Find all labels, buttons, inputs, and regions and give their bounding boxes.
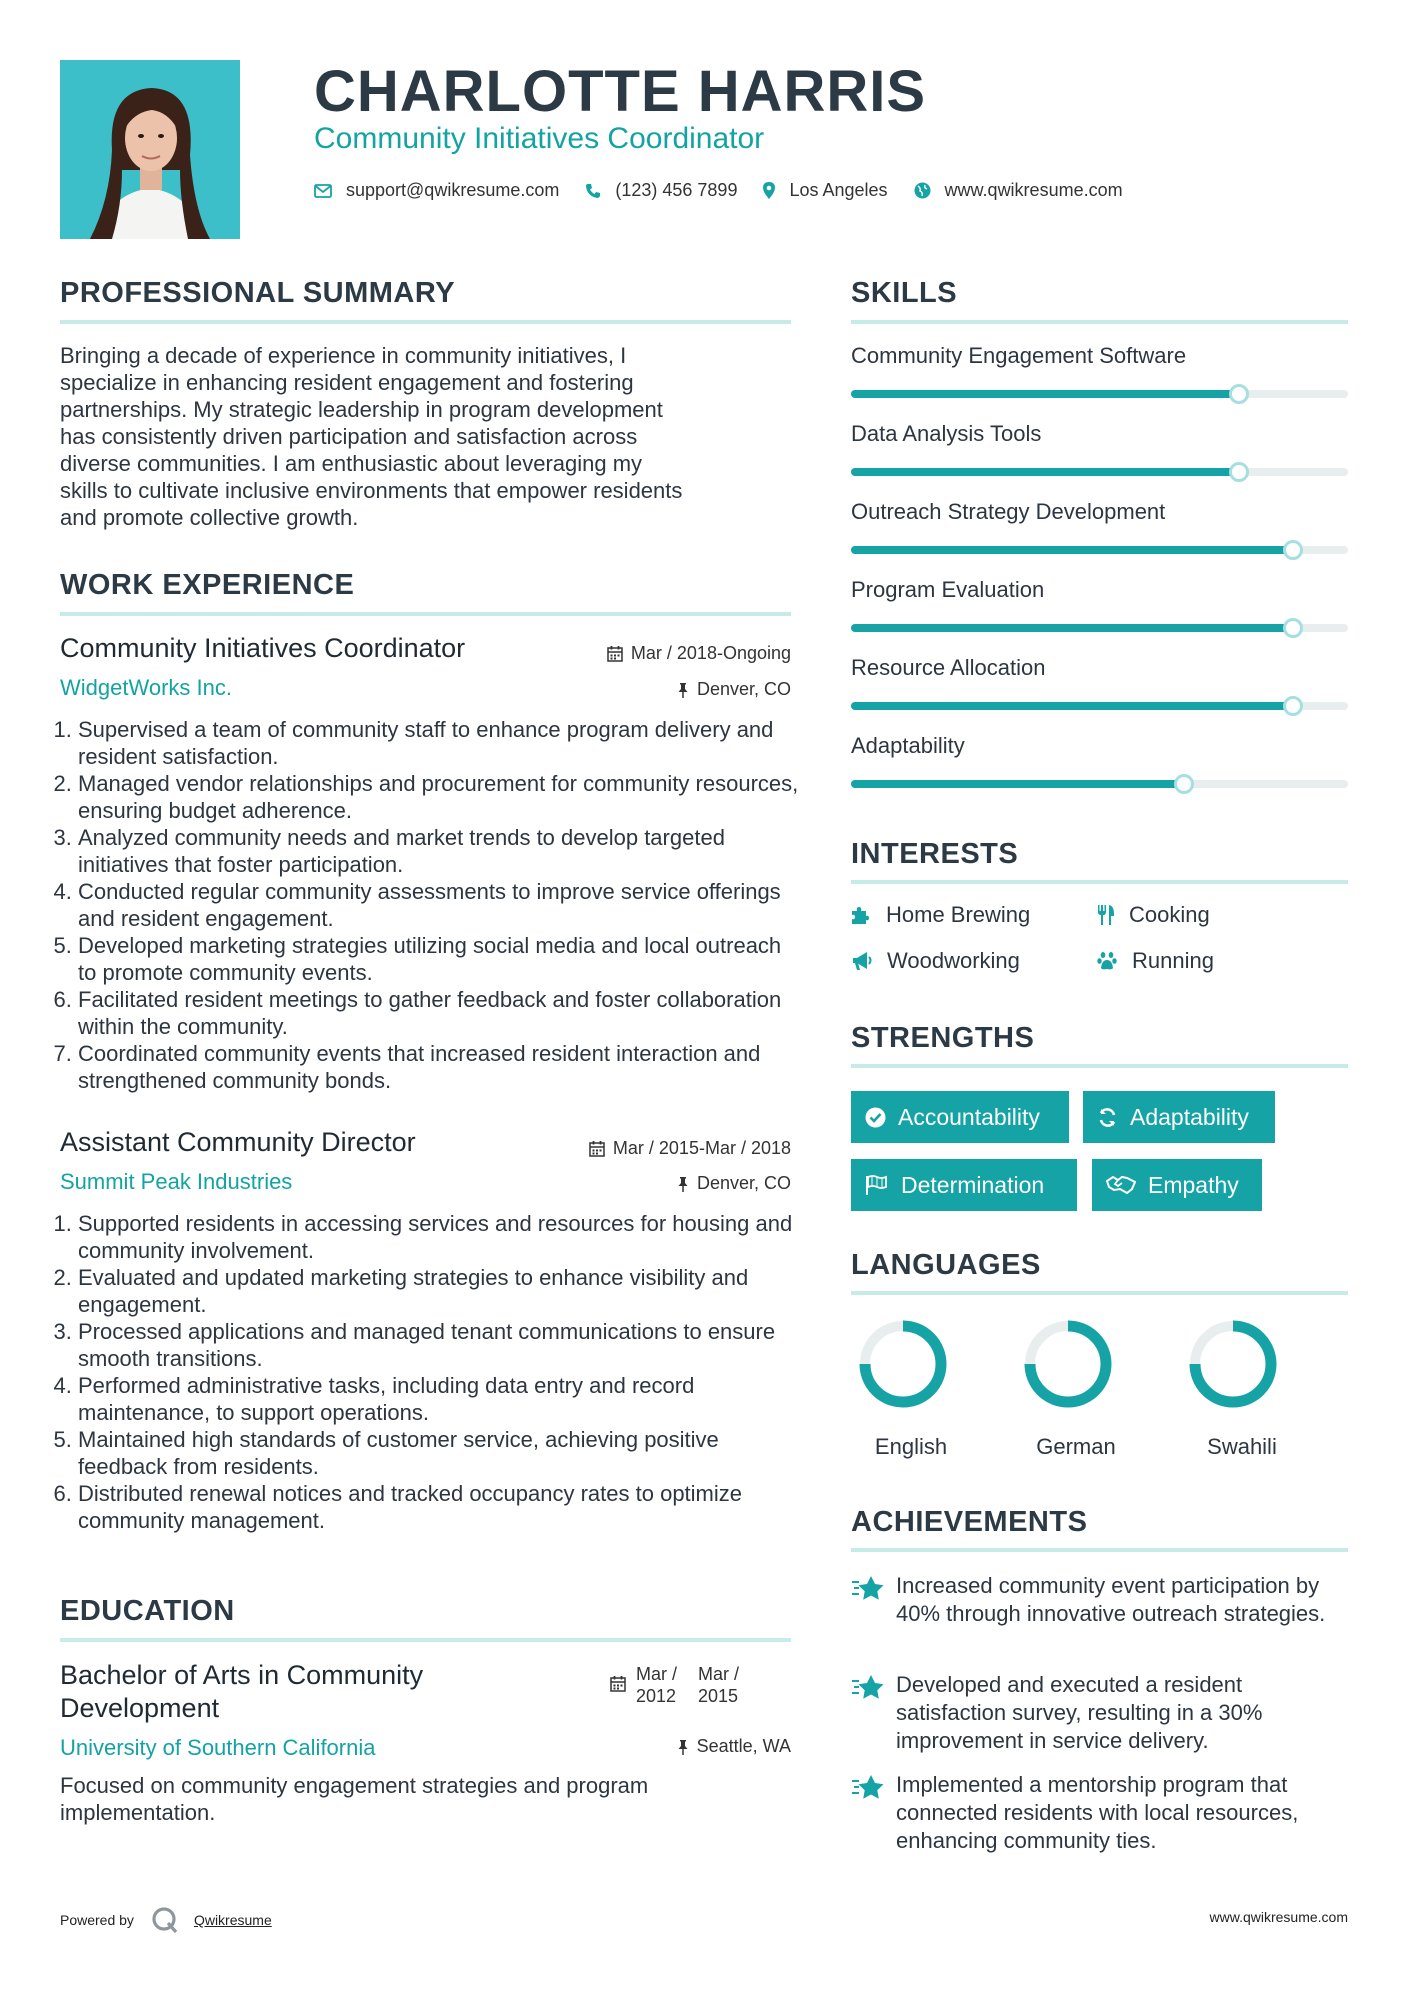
footer-url[interactable]: www.qwikresume.com <box>1209 1909 1348 1925</box>
achievement-item <box>851 1572 1351 1628</box>
contact-email[interactable] <box>314 180 559 201</box>
calendar-icon <box>589 1140 605 1157</box>
interest-item <box>851 902 1030 928</box>
location-text: Los Angeles <box>789 180 888 200</box>
summary-heading: PROFESSIONAL SUMMARY <box>60 277 456 309</box>
skill-bar-knob <box>1229 462 1249 482</box>
skill-bar-knob <box>1174 774 1194 794</box>
list-item: 5. Developed marketing strategies utilizing social media and local outreach to promote community events. <box>78 932 800 986</box>
achievements-rule <box>851 1548 1348 1552</box>
skill-bar <box>851 702 1348 710</box>
star-icon <box>851 1673 885 1701</box>
refresh-icon <box>1097 1107 1118 1128</box>
skill-name: Program Evaluation <box>851 577 1045 602</box>
school-name: University of Southern California <box>60 1735 376 1760</box>
education-dates <box>610 1663 758 1707</box>
experience-heading: WORK EXPERIENCE <box>60 569 355 601</box>
list-item: 5. Maintained high standards of customer service, achieving positive feedback from residents. <box>78 1426 800 1480</box>
education-rule <box>60 1638 791 1642</box>
megaphone-icon <box>851 951 873 971</box>
phone-icon <box>585 183 601 199</box>
handshake-icon <box>1106 1175 1136 1195</box>
map-pin-icon <box>763 182 775 199</box>
summary-line: Bringing a decade of experience in community initiatives, I <box>60 343 627 368</box>
brand-link[interactable]: Qwikresume <box>193 1912 272 1928</box>
experience-rule <box>60 612 791 616</box>
job-location-text: Denver, CO <box>696 679 791 699</box>
summary-line: has consistently driven participation and satisfaction across <box>60 424 638 449</box>
degree-line: Bachelor of Arts in Community <box>60 1660 424 1690</box>
skill-bar <box>851 624 1348 632</box>
phone-text: (123) 456 7899 <box>615 180 738 200</box>
interest-item <box>851 948 1020 974</box>
summary-rule <box>60 320 791 324</box>
education-heading: EDUCATION <box>60 1595 235 1627</box>
achievement-text: Developed and executed a resident satisfaction survey, resulting in a 30% improvement in service delivery. <box>896 1672 1263 1753</box>
strengths-heading: STRENGTHS <box>851 1022 1035 1054</box>
interest-item <box>1097 902 1210 928</box>
skills-heading: SKILLS <box>851 277 958 309</box>
candidate-name: CHARLOTTE HARRIS <box>314 59 927 124</box>
strengths-rule <box>851 1064 1348 1068</box>
language-rings <box>851 1312 1351 1422</box>
pushpin-icon <box>677 682 689 698</box>
strength-label: Determination <box>901 1171 1045 1198</box>
strength-label: Adaptability <box>1130 1103 1249 1130</box>
skill-bar-fill <box>851 468 1239 476</box>
education-location <box>560 1736 791 1757</box>
contact-bar <box>314 180 1149 201</box>
job-duties <box>60 716 800 1094</box>
skill-bar-fill <box>851 546 1293 554</box>
skill-bar-knob <box>1229 384 1249 404</box>
strength-badge <box>851 1091 1069 1143</box>
skill-bar <box>851 780 1348 788</box>
language-name: Swahili <box>1207 1434 1277 1459</box>
education-start <box>636 1663 698 1707</box>
list-item: 1. Supported residents in accessing services and resources for housing and community involvement. <box>78 1210 800 1264</box>
powered-by-text: Powered by <box>60 1912 134 1928</box>
summary-line: skills to cultivate inclusive environments that empower residents <box>60 478 683 503</box>
skill-bar <box>851 546 1348 554</box>
list-item: 6. Facilitated resident meetings to gather feedback and foster collaboration within the community. <box>78 986 800 1040</box>
interest-label: Cooking <box>1129 902 1210 927</box>
company-name: Summit Peak Industries <box>60 1169 293 1194</box>
job-title: Assistant Community Director <box>60 1127 416 1157</box>
job-title: Community Initiatives Coordinator <box>60 633 466 663</box>
strength-label: Accountability <box>898 1103 1040 1130</box>
contact-location <box>763 180 887 201</box>
puzzle-icon <box>851 905 872 925</box>
interest-label: Woodworking <box>887 948 1020 973</box>
company-name: WidgetWorks Inc. <box>60 675 232 700</box>
skill-name: Community Engagement Software <box>851 343 1187 368</box>
language-name: German <box>1036 1434 1116 1459</box>
job-dates-text: Mar / 2018-Ongoing <box>630 643 791 663</box>
end-year: 2015 <box>698 1686 739 1706</box>
skill-bar <box>851 468 1348 476</box>
job-location <box>560 679 791 700</box>
star-icon <box>851 1773 885 1801</box>
skill-name: Adaptability <box>851 733 965 758</box>
strength-badge <box>851 1159 1077 1211</box>
job-dates-text: Mar / 2015-Mar / 2018 <box>612 1138 791 1158</box>
skill-bar-fill <box>851 624 1293 632</box>
profile-photo <box>60 60 240 239</box>
contact-phone[interactable] <box>585 180 737 201</box>
qwikresume-logo-icon <box>150 1905 180 1935</box>
list-item: 2. Managed vendor relationships and procurement for community resources, ensuring budget adherence. <box>78 770 800 824</box>
start-year: 2012 <box>636 1686 677 1706</box>
skills-rule <box>851 320 1348 324</box>
achievement-text: Implemented a mentorship program that connected residents with local resources, enhancing community ties. <box>896 1772 1299 1853</box>
email-text: support@qwikresume.com <box>346 180 560 200</box>
flag-icon <box>865 1175 889 1195</box>
achievement-text: Increased community event participation by 40% through innovative outreach strategies. <box>896 1573 1326 1626</box>
education-desc-line: implementation. <box>60 1800 216 1825</box>
strength-badge <box>1083 1091 1275 1143</box>
skill-name: Resource Allocation <box>851 655 1046 680</box>
globe-icon <box>914 182 931 199</box>
list-item: 4. Performed administrative tasks, including data entry and record maintenance, to support operations. <box>78 1372 800 1426</box>
interest-label: Running <box>1132 948 1214 973</box>
achievement-item <box>851 1771 1351 1855</box>
strength-badge <box>1092 1159 1262 1211</box>
summary-line: partnerships. My strategic leadership in program development <box>60 397 663 422</box>
strength-label: Empathy <box>1148 1171 1239 1198</box>
achievements-heading: ACHIEVEMENTS <box>851 1506 1088 1538</box>
job-location-text: Denver, CO <box>696 1173 791 1193</box>
pushpin-icon <box>677 1176 689 1192</box>
calendar-icon <box>610 1675 626 1692</box>
utensils-icon <box>1097 904 1115 926</box>
list-item: 2. Evaluated and updated marketing strategies to enhance visibility and engagement. <box>78 1264 800 1318</box>
list-item: 3. Analyzed community needs and market trends to develop targeted initiatives that foster participation. <box>78 824 800 878</box>
check-circle-icon <box>865 1107 886 1128</box>
interest-label: Home Brewing <box>886 902 1031 927</box>
education-end <box>698 1663 758 1707</box>
summary-text <box>60 342 800 531</box>
job-dates <box>560 643 791 664</box>
skill-bar-knob <box>1283 618 1303 638</box>
list-item: 1. Supervised a team of community staff to enhance program delivery and resident satisfaction. <box>78 716 800 770</box>
contact-website[interactable] <box>914 180 1123 201</box>
languages-heading: LANGUAGES <box>851 1249 1041 1281</box>
degree-line: Development <box>60 1693 220 1723</box>
summary-line: diverse communities. I am enthusiastic about leveraging my <box>60 451 643 476</box>
job-location <box>560 1173 791 1194</box>
education-description <box>60 1772 800 1826</box>
list-item: 4. Conducted regular community assessments to improve service offerings and resident engagement. <box>78 878 800 932</box>
list-item: 7. Coordinated community events that increased resident interaction and strengthened community bonds. <box>78 1040 800 1094</box>
calendar-icon <box>607 645 623 662</box>
language-name: English <box>874 1434 948 1459</box>
list-item: 6. Distributed renewal notices and tracked occupancy rates to optimize community management. <box>78 1480 800 1534</box>
education-desc-line: Focused on community engagement strategies and program <box>60 1773 649 1798</box>
interests-rule <box>851 880 1348 884</box>
summary-line: specialize in enhancing resident engagement and fostering <box>60 370 634 395</box>
footer-powered-by <box>60 1905 272 1935</box>
pushpin-icon <box>677 1739 689 1755</box>
start-month: Mar / <box>636 1664 678 1684</box>
interests-heading: INTERESTS <box>851 838 1019 870</box>
list-item: 3. Processed applications and managed tenant communications to ensure smooth transitions. <box>78 1318 800 1372</box>
skill-name: Data Analysis Tools <box>851 421 1042 446</box>
end-month: Mar / <box>698 1664 740 1684</box>
star-icon <box>851 1574 885 1602</box>
job-duties <box>60 1210 800 1534</box>
languages-rule <box>851 1291 1348 1295</box>
paw-icon <box>1097 951 1118 971</box>
interest-item <box>1097 948 1214 974</box>
skill-bar-fill <box>851 780 1184 788</box>
degree-title <box>60 1659 423 1725</box>
skill-name: Outreach Strategy Development <box>851 499 1166 524</box>
summary-line: and promote collective growth. <box>60 505 359 530</box>
skill-bar-knob <box>1283 540 1303 560</box>
skill-bar <box>851 390 1348 398</box>
job-dates <box>540 1138 791 1159</box>
envelope-icon <box>314 184 332 198</box>
candidate-title: Community Initiatives Coordinator <box>314 122 765 155</box>
achievement-item <box>851 1671 1351 1755</box>
skill-bar-knob <box>1283 696 1303 716</box>
website-text: www.qwikresume.com <box>944 180 1123 200</box>
skill-bar-fill <box>851 390 1239 398</box>
education-location-text: Seattle, WA <box>696 1736 791 1756</box>
skill-bar-fill <box>851 702 1293 710</box>
